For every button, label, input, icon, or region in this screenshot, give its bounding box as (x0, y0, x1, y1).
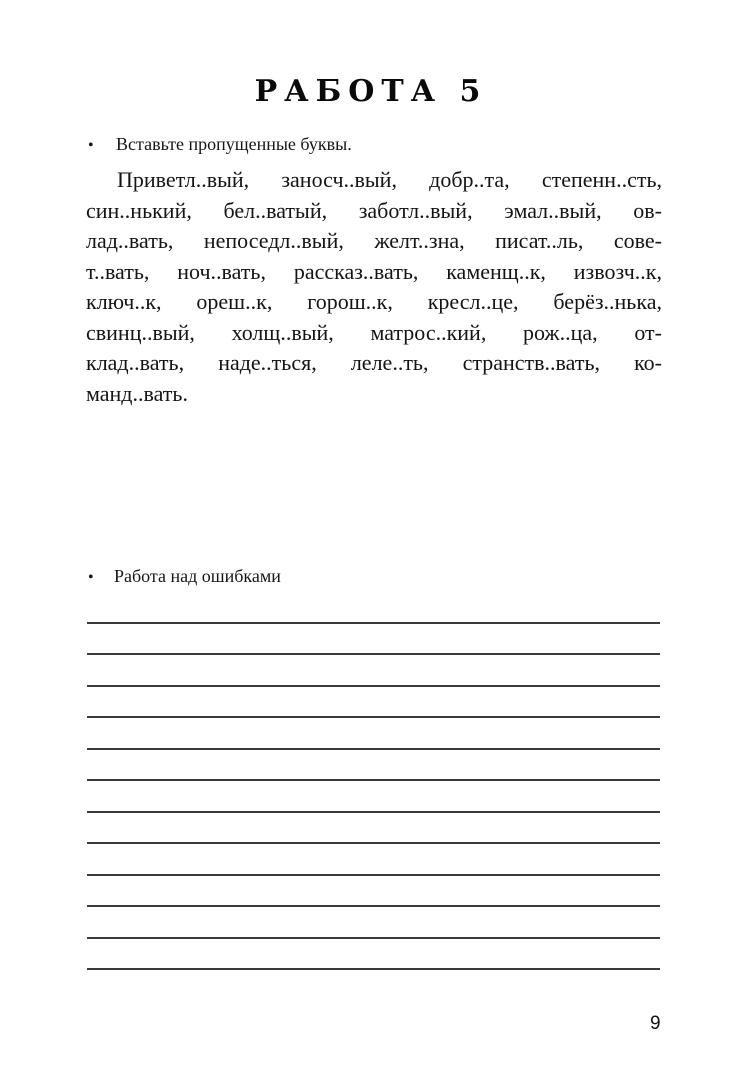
word: от- (634, 319, 662, 345)
word: матрос..кий, (370, 319, 487, 345)
writing-line (87, 748, 660, 750)
word: лад..вать, (86, 228, 174, 253)
word: наде..ться, (218, 350, 317, 375)
writing-line (87, 685, 660, 687)
word: свинц..вый, (86, 319, 195, 345)
word: рассказ..вать, (293, 258, 419, 284)
word: желт..зна, (374, 228, 465, 253)
word: заботл..вый, (358, 197, 473, 223)
writing-line (87, 811, 660, 813)
exercise-line (86, 348, 662, 379)
writing-line (87, 937, 660, 939)
word: ко- (634, 350, 662, 375)
writing-line (87, 968, 660, 970)
word: каменщ..к, (446, 258, 546, 284)
word: берёз..нька, (553, 289, 662, 314)
instruction-text: Работа над ошибками (114, 566, 281, 586)
word: добр..та, (429, 167, 510, 192)
page-number: 9 (650, 1013, 661, 1034)
word: горош..к, (307, 289, 393, 314)
writing-line (87, 842, 660, 844)
task-2-instruction (88, 566, 281, 587)
exercise-line (86, 287, 662, 318)
exercise-line (86, 226, 662, 257)
bullet-icon: • (88, 137, 94, 154)
word: манд..вать. (86, 380, 188, 406)
word: сове- (613, 228, 662, 253)
exercise-line (86, 257, 662, 288)
instruction-text: Вставьте пропущенные буквы. (116, 134, 352, 154)
word: кресл..це, (427, 289, 519, 314)
writing-line (87, 779, 660, 781)
exercise-line (86, 165, 662, 196)
word: странств..вать, (462, 350, 600, 375)
word: ноч..вать, (177, 258, 266, 284)
word: син..нький, (86, 197, 192, 223)
exercise-line (86, 196, 662, 227)
writing-line (87, 905, 660, 907)
exercise-line (86, 318, 662, 349)
word: ключ..к, (86, 289, 162, 314)
word: рож..ца, (522, 319, 598, 345)
word: заносч..вый, (281, 167, 397, 192)
word: писат..ль, (495, 228, 584, 253)
word: степенн..сть, (541, 167, 662, 192)
word: бел..ватый, (223, 197, 328, 223)
word: ореш..к, (196, 289, 273, 314)
exercise-line (86, 379, 662, 410)
writing-line (87, 653, 660, 655)
word: извозч..к, (573, 258, 662, 284)
word: непоседл..вый, (203, 228, 344, 253)
writing-line (87, 716, 660, 718)
word: эмал..вый, (504, 197, 602, 223)
word: ов- (633, 197, 662, 223)
writing-line (87, 874, 660, 876)
word: леле..ть, (350, 350, 429, 375)
word-exercise (86, 165, 662, 409)
page-title: РАБОТА 5 (254, 74, 488, 109)
word: клад..вать, (86, 350, 185, 375)
writing-line (87, 622, 660, 624)
word: т..вать, (86, 258, 150, 284)
bullet-icon: • (88, 569, 94, 586)
task-1-instruction (88, 134, 352, 155)
word: холщ..вый, (231, 319, 334, 345)
word: Приветл..вый, (117, 167, 250, 192)
